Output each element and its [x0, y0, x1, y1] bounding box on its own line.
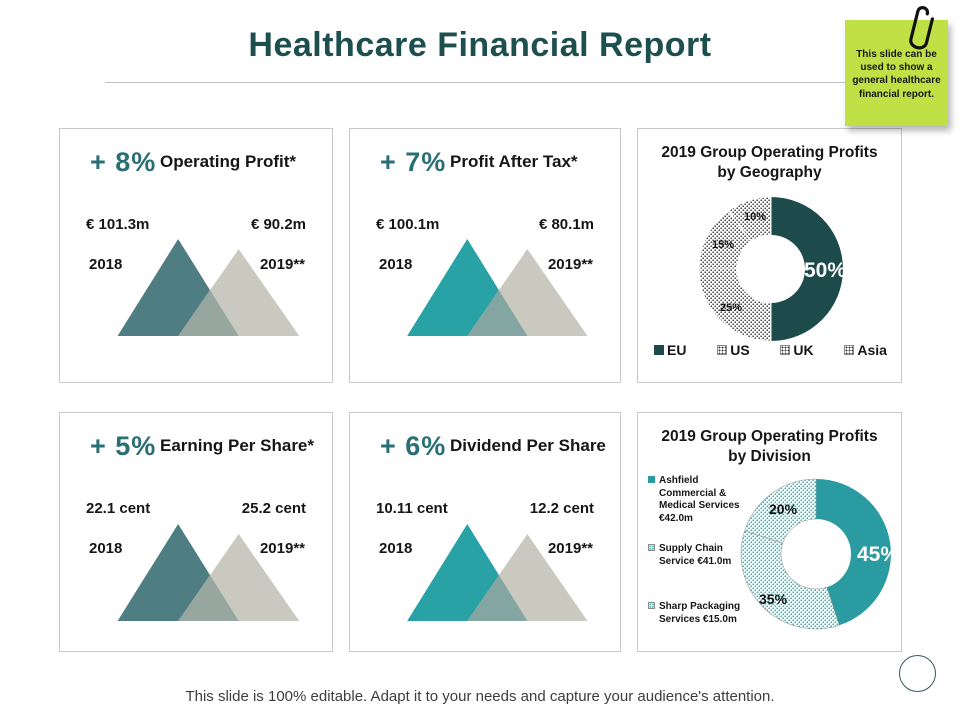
kpi-value-2019: € 80.1m	[538, 216, 594, 233]
kpi-year-2018: 2018	[89, 256, 123, 273]
legend-label: US	[730, 342, 750, 358]
slice-label-sharp-packaging: 20%	[769, 501, 798, 517]
kpi-value-2018: 10.11 cent	[376, 500, 448, 517]
triangle-chart	[350, 521, 620, 621]
slice-label-eu: 50%	[804, 259, 847, 282]
legend-item-ashfield	[648, 475, 756, 525]
kpi-delta: + 6%	[380, 431, 447, 461]
legend-item-us	[717, 342, 749, 358]
kpi-title: Dividend Per Share	[450, 436, 606, 455]
slice-label-ashfield: 45%	[857, 543, 900, 566]
footer-note: This slide is 100% editable. Adapt it to your needs and capture your audience's attention.	[185, 688, 775, 705]
legend-label: Supply Chain Service €41.0m	[659, 543, 732, 567]
legend-item-eu	[654, 342, 686, 358]
chart-panel-division	[637, 412, 902, 652]
legend-marker-dotted	[780, 345, 790, 355]
kpi-title: Operating Profit*	[160, 152, 297, 171]
legend-label: Ashfield Commercial & Medical Services €42.0m	[659, 475, 740, 524]
legend-item-uk	[780, 342, 813, 358]
legend-label: Asia	[857, 342, 887, 358]
page-title: Healthcare Financial Report	[248, 26, 712, 64]
kpi-value-2019: 12.2 cent	[529, 500, 594, 517]
legend-marker-solid	[654, 345, 664, 355]
legend-marker-dotted	[844, 345, 854, 355]
kpi-year-2019: 2019**	[259, 540, 305, 557]
legend-item-sharp-packaging	[648, 601, 756, 626]
kpi-year-2019: 2019**	[547, 256, 593, 273]
slice-label-asia: 10%	[744, 211, 767, 223]
kpi-delta: + 7%	[380, 147, 447, 177]
legend-marker-solid	[648, 476, 655, 483]
legend-marker-dotted	[648, 544, 655, 551]
legend-marker-dotted	[717, 345, 727, 355]
decorative-circle	[899, 655, 936, 692]
title-underline	[105, 82, 855, 83]
kpi-panel-earning-per-share	[59, 412, 333, 652]
kpi-panel-dividend-per-share	[349, 412, 621, 652]
chart-title: 2019 Group Operating Profits by Geography	[661, 144, 878, 182]
kpi-year-2018: 2018	[379, 256, 413, 273]
slice-label-uk: 15%	[712, 239, 735, 251]
slice-label-us: 25%	[720, 302, 743, 314]
kpi-value-2019: 25.2 cent	[241, 500, 306, 517]
chart-title: 2019 Group Operating Profits by Division	[661, 428, 878, 466]
kpi-delta: + 5%	[90, 431, 157, 461]
kpi-year-2018: 2018	[89, 540, 123, 557]
legend-label: EU	[667, 342, 687, 358]
kpi-value-2018: € 100.1m	[376, 216, 440, 233]
kpi-value-2019: € 90.2m	[250, 216, 306, 233]
kpi-title: Profit After Tax*	[450, 152, 578, 171]
kpi-year-2019: 2019**	[547, 540, 593, 557]
chart-panel-geography	[637, 128, 902, 383]
triangle-chart	[350, 236, 620, 336]
legend-item-supply-chain	[648, 543, 756, 568]
legend-label: Sharp Packaging Services €15.0m	[659, 601, 741, 625]
legend-label: UK	[793, 342, 814, 358]
kpi-year-2019: 2019**	[259, 256, 305, 273]
triangle-chart	[60, 236, 332, 336]
slice-label-supply-chain: 35%	[759, 591, 788, 607]
kpi-value-2018: € 101.3m	[86, 216, 150, 233]
triangle-chart	[60, 521, 332, 621]
kpi-year-2018: 2018	[379, 540, 413, 557]
kpi-panel-operating-profit	[59, 128, 333, 383]
kpi-panel-profit-after-tax	[349, 128, 621, 383]
geography-donut-chart	[638, 129, 903, 359]
kpi-title: Earning Per Share*	[160, 436, 315, 455]
kpi-delta: + 8%	[90, 147, 157, 177]
kpi-value-2018: 22.1 cent	[86, 500, 151, 517]
legend-marker-dotted	[648, 602, 655, 609]
legend-item-asia	[844, 342, 887, 358]
sticky-note-text: This slide can be used to show a general healthcare financial report.	[852, 49, 941, 100]
chart-legend	[648, 342, 893, 358]
